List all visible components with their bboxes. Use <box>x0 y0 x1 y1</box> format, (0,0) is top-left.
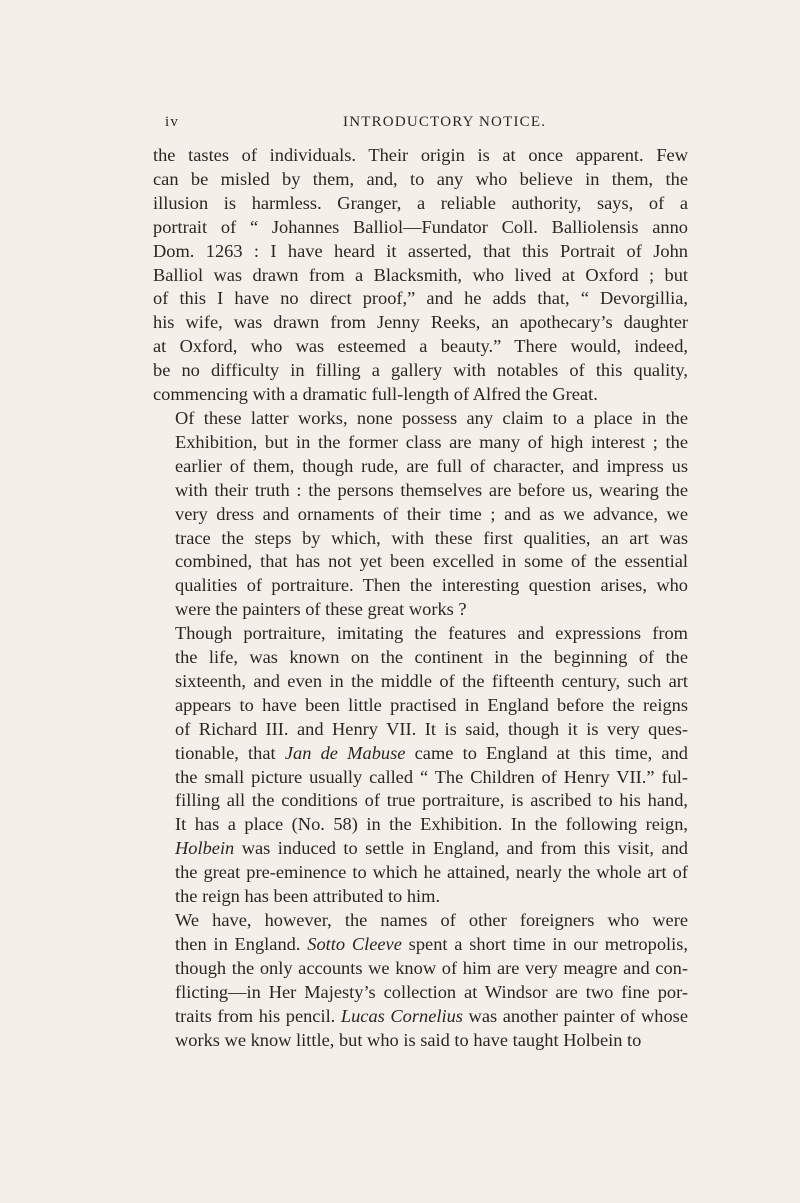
text-line: Balliol was drawn from a Blacksmith, who lived at Oxford ; but <box>153 264 688 285</box>
text-line: qualities of portraiture. Then the interesting question arises, who <box>175 575 688 596</box>
text-line: works we know little, but who is said to have taught Holbein to <box>175 1029 642 1050</box>
text-line: portrait of “ Johannes Balliol—Fundator Coll. Balliolensis anno <box>153 216 688 237</box>
text-line: can be misled by them, and, to any who believe in them, the <box>153 168 688 189</box>
text-line: combined, that has not yet been excelled in some of the essential <box>175 551 688 572</box>
text-line: Holbein was induced to settle in England, and from this visit, and <box>175 838 688 859</box>
text-line: flicting—in Her Majesty’s collection at Windsor are two fine por- <box>175 981 688 1002</box>
text-line: at Oxford, who was esteemed a beauty.” There would, indeed, <box>153 336 688 357</box>
text-line: We have, however, the names of other foreigners who were <box>175 910 688 930</box>
text-line: appears to have been little practised in England before the reigns <box>175 694 688 715</box>
paragraph <box>153 622 688 909</box>
text-line: then in England. Sotto Cleeve spent a short time in our metropolis, <box>175 933 688 954</box>
text-line: the tastes of individuals. Their origin is at once apparent. Few <box>153 145 688 165</box>
text-line: trace the steps by which, with these first qualities, an art was <box>175 527 688 548</box>
text-line: earlier of them, though rude, are full of character, and impress us <box>175 455 688 476</box>
text-line: with their truth : the persons themselves are before us, wearing the <box>175 479 688 500</box>
text-line: of Richard III. and Henry VII. It is said, though it is very ques- <box>175 718 688 739</box>
text-line: traits from his pencil. Lucas Cornelius was another painter of whose <box>175 1005 689 1026</box>
page-header <box>0 114 800 138</box>
text-line: Of these latter works, none possess any claim to a place in the <box>175 407 688 428</box>
text-line: Dom. 1263 : I have heard it asserted, that this Portrait of John <box>153 240 688 261</box>
text-line: very dress and ornaments of their time ; and as we advance, we <box>175 503 688 524</box>
text-line: Exhibition, but in the former class are many of high interest ; the <box>175 431 688 452</box>
paragraph <box>153 909 688 1052</box>
text-line: of this I have no direct proof,” and he adds that, “ Devorgillia, <box>153 288 688 309</box>
text-line: the great pre-eminence to which he attained, nearly the whole art of <box>175 862 688 883</box>
text-line: commencing with a dramatic full-length of Alfred the Great. <box>153 384 598 405</box>
text-line: were the painters of these great works ? <box>175 599 467 620</box>
text-line: illusion is harmless. Granger, a reliable authority, says, of a <box>153 192 688 213</box>
text-line: the reign has been attributed to him. <box>175 886 441 907</box>
text-line: sixteenth, and even in the middle of the fifteenth century, such art <box>175 670 688 691</box>
text-line: It has a place (No. 58) in the Exhibition. In the following reign, <box>175 814 688 835</box>
text-line: his wife, was drawn from Jenny Reeks, an apothecary’s daughter <box>153 312 688 333</box>
text-line: tionable, that Jan de Mabuse came to England at this time, and <box>175 742 688 763</box>
body-text <box>153 144 688 1052</box>
text-line: be no difficulty in filling a gallery with notables of this quality, <box>153 360 688 381</box>
paragraph <box>153 144 688 407</box>
running-title: INTRODUCTORY NOTICE. <box>343 114 547 130</box>
text-line: Though portraiture, imitating the features and expressions from <box>175 623 688 644</box>
text-line: the small picture usually called “ The Children of Henry VII.” ful- <box>175 766 688 787</box>
text-line: filling all the conditions of true portraiture, is ascribed to his hand, <box>175 790 688 811</box>
paragraph <box>153 407 688 622</box>
text-line: the life, was known on the continent in the beginning of the <box>175 647 688 668</box>
page-number: iv <box>165 114 180 130</box>
text-line: though the only accounts we know of him are very meagre and con- <box>175 957 688 978</box>
